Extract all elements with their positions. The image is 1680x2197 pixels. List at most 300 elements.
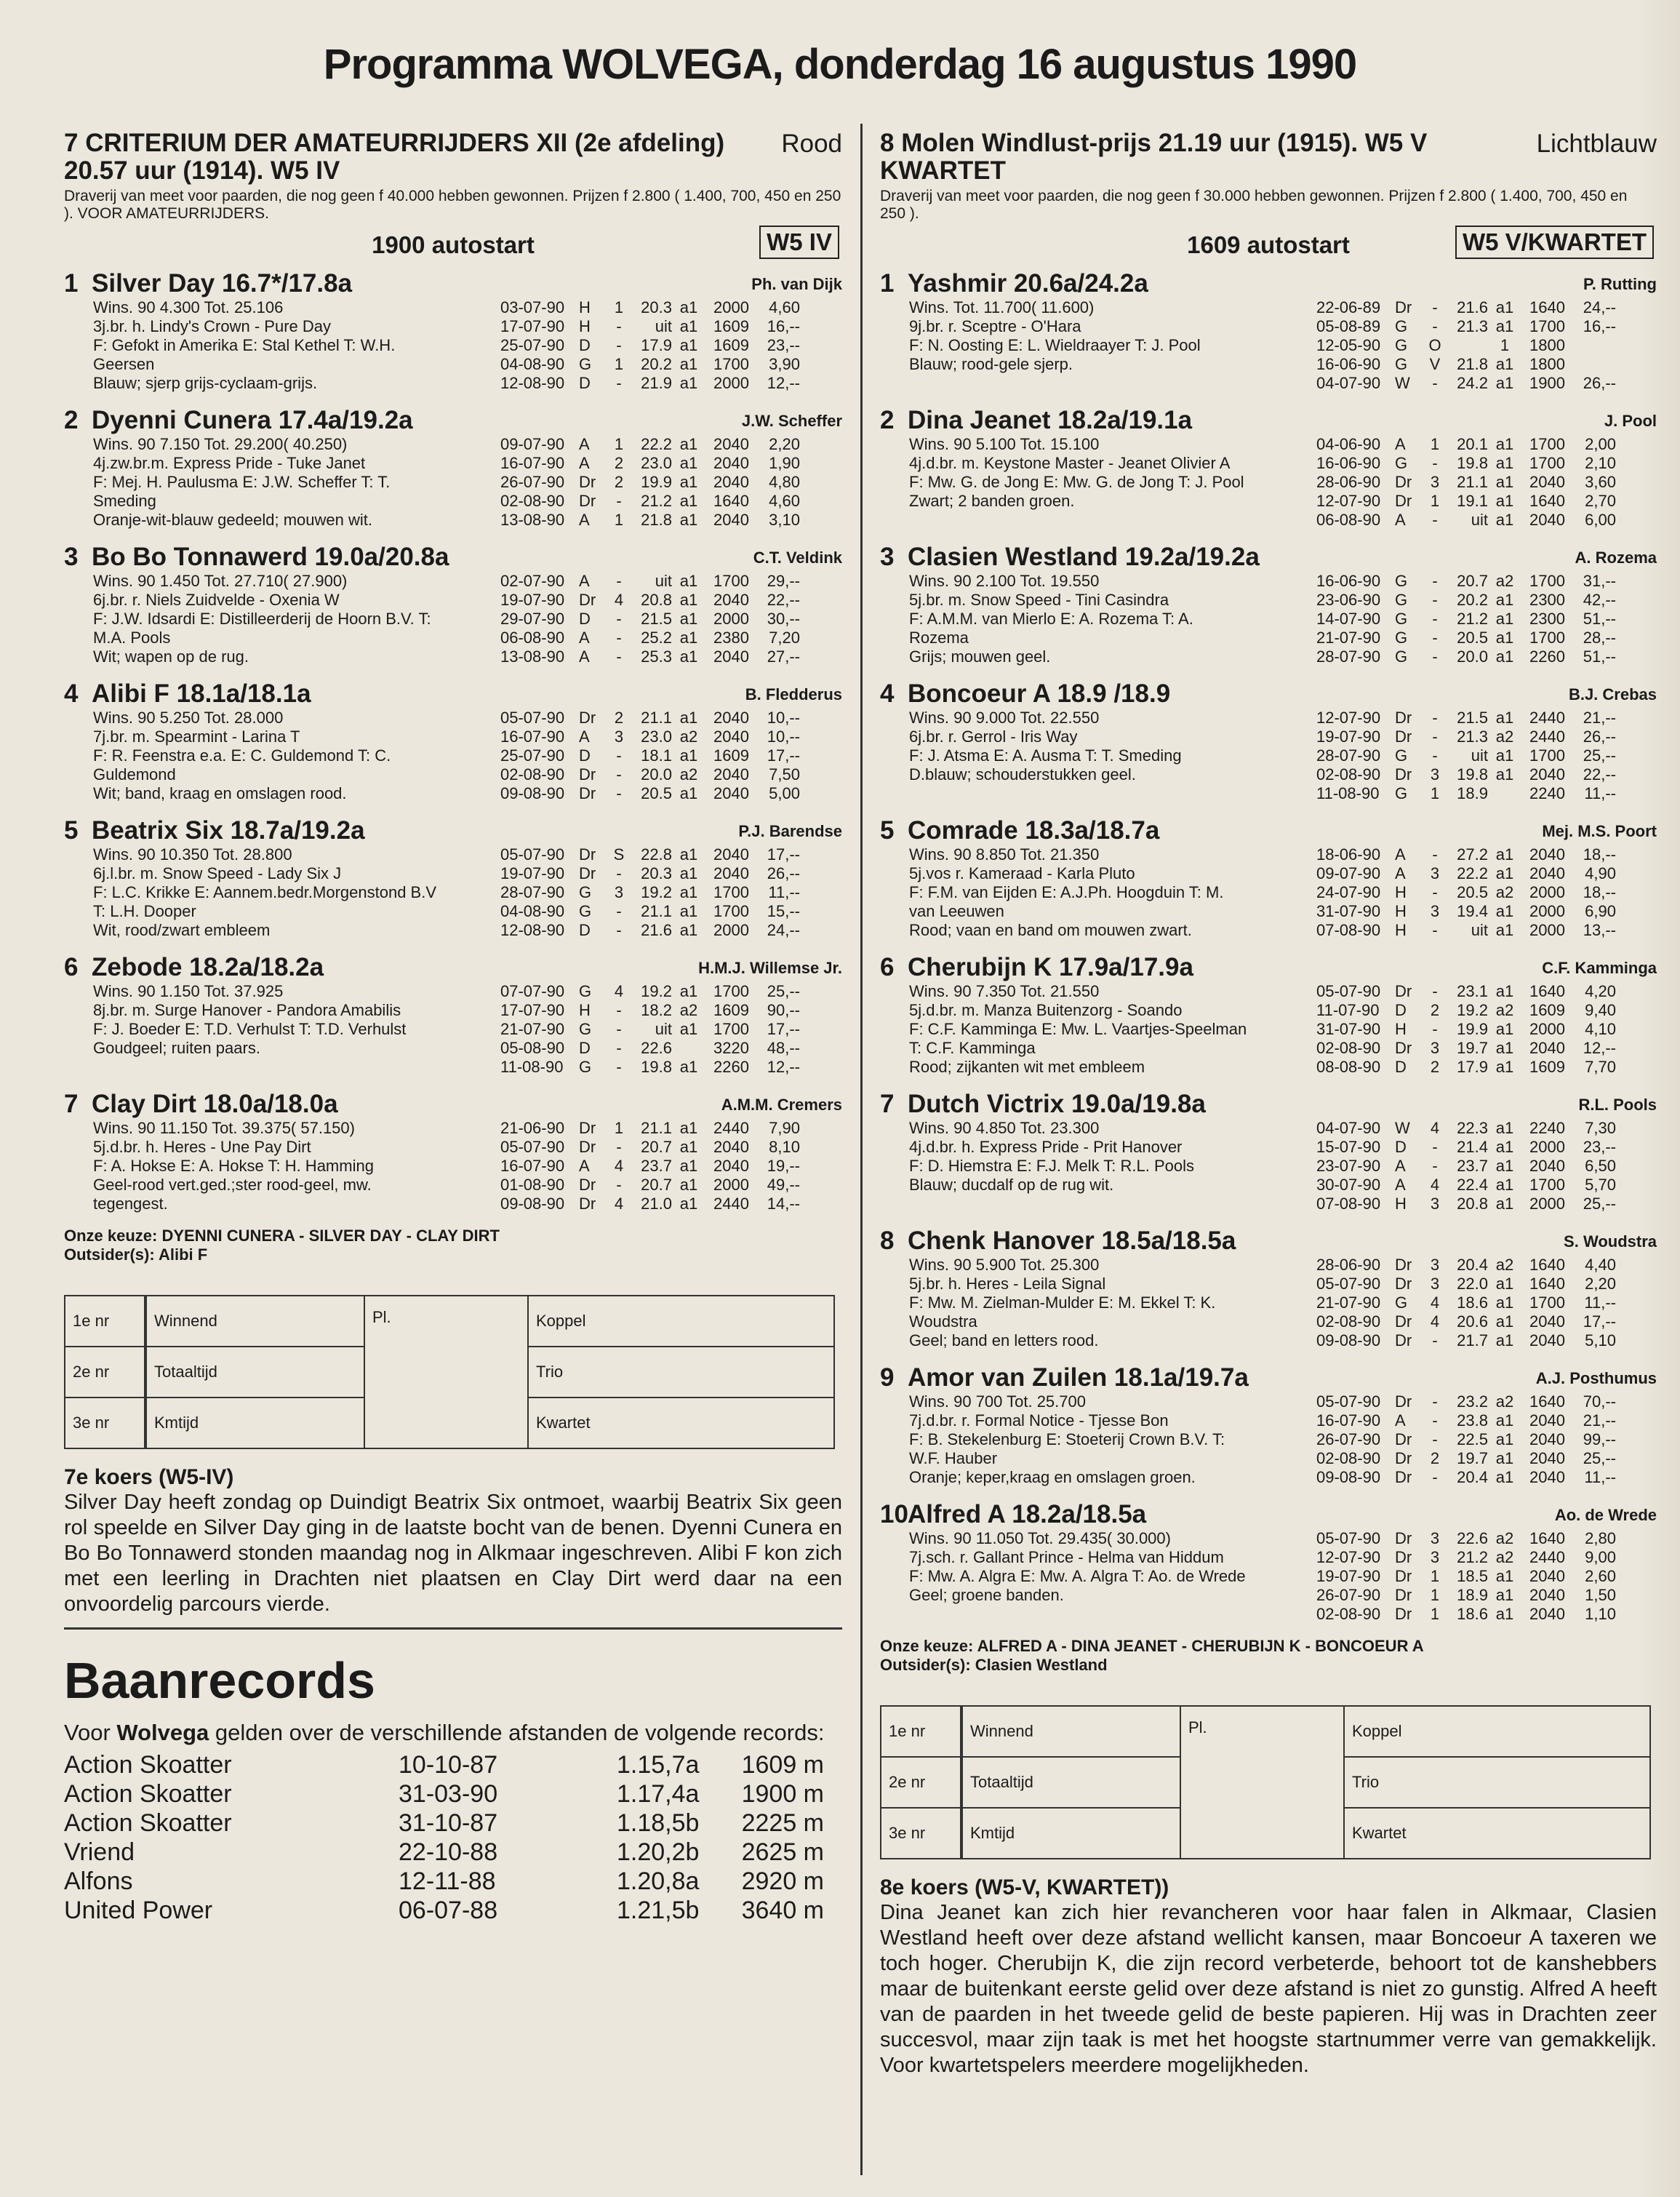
- race7-comment-title: 7e koers (W5-IV): [64, 1465, 234, 1489]
- result-date: 12-05-90: [1316, 336, 1381, 354]
- result-class: a1: [1495, 1312, 1514, 1331]
- record-horse: Alfons: [64, 1867, 133, 1895]
- result-odds: 23,--: [1583, 1138, 1616, 1156]
- result-distance: 2040: [1529, 1411, 1565, 1430]
- result-row: [500, 845, 842, 864]
- result-distance: 2040: [1529, 765, 1565, 783]
- result-distance: 2040: [713, 727, 749, 746]
- result-odds: 12,--: [767, 1058, 800, 1076]
- result-time: 23.0: [641, 727, 672, 746]
- result-row: [1316, 336, 1657, 355]
- result-odds: 13,--: [1583, 921, 1616, 939]
- result-date: 16-07-90: [500, 727, 565, 746]
- result-track: A: [579, 647, 590, 666]
- result-odds: 18,--: [1583, 883, 1616, 901]
- horse-info-line: 9j.br. r. Sceptre - O'Hara: [909, 317, 1081, 335]
- column-divider: [860, 124, 863, 2175]
- horse-title: Beatrix Six 18.7a/19.2a: [92, 816, 365, 845]
- result-date: 31-07-90: [1316, 902, 1381, 920]
- result-distance: 3220: [713, 1039, 749, 1057]
- result-position: 4: [1430, 1312, 1440, 1331]
- race8-start: 1609 autostart: [1187, 231, 1350, 258]
- result-position: -: [1432, 1392, 1438, 1411]
- result-distance: 2040: [1529, 473, 1565, 491]
- horse-info: [909, 435, 1316, 530]
- result-row: [500, 1039, 842, 1058]
- result-position: -: [1432, 629, 1438, 647]
- result-odds: 11,--: [1584, 784, 1616, 802]
- horse-info-line: W.F. Hauber: [909, 1449, 998, 1467]
- result-track: A: [1395, 1176, 1406, 1194]
- record-horse: United Power: [64, 1897, 213, 1924]
- result-distance: 2040: [713, 1157, 749, 1175]
- result-row: [500, 1020, 842, 1039]
- result-distance: 2000: [713, 298, 749, 316]
- result-position: 3: [1430, 1195, 1440, 1213]
- result-time: uit: [1471, 746, 1488, 765]
- result-track: H: [1395, 883, 1407, 901]
- result-row: [1316, 1468, 1657, 1487]
- result-date: 02-08-90: [1316, 765, 1381, 783]
- result-odds: 9,00: [1585, 1548, 1616, 1566]
- result-date: 12-07-90: [1316, 1548, 1381, 1566]
- result-date: 09-08-90: [500, 784, 565, 802]
- horse-title: Clasien Westland 19.2a/19.2a: [908, 543, 1260, 571]
- result-date: 02-07-90: [500, 572, 565, 590]
- horse-number: 1: [880, 269, 895, 298]
- result-row: [1316, 435, 1657, 454]
- result-row: [500, 1001, 842, 1020]
- horse-name: [880, 679, 1657, 709]
- horse-body: [909, 572, 1657, 666]
- result-position: 4: [1430, 1119, 1440, 1137]
- horse-info-line: Wins. 90 5.250 Tot. 28.000: [93, 709, 284, 727]
- result-class: a1: [679, 1176, 698, 1194]
- horse-trainer: P.J. Barendse: [738, 822, 842, 840]
- result-odds: 24,--: [1583, 298, 1616, 316]
- result-position: -: [616, 492, 622, 510]
- result-position: -: [616, 572, 622, 590]
- rb-pl: Pl.: [1180, 1706, 1344, 1859]
- result-odds: 2,00: [1585, 435, 1616, 453]
- result-time: 23.8: [1457, 1411, 1488, 1430]
- result-time: 21.7: [1457, 1331, 1488, 1349]
- horse-info: [909, 982, 1316, 1077]
- result-date: 09-07-90: [1316, 864, 1381, 882]
- result-time: 21.2: [641, 492, 672, 510]
- horse-info-line: F: R. Feenstra e.a. E: C. Guldemond T: C.: [93, 746, 391, 765]
- result-date: 07-08-90: [1316, 1195, 1381, 1213]
- horse-name: [64, 269, 842, 298]
- result-position: -: [1432, 1138, 1438, 1156]
- result-class: a1: [1495, 1586, 1514, 1604]
- horse-name: [880, 1500, 1657, 1529]
- result-position: 3: [1430, 1548, 1440, 1566]
- horse-entry: [880, 1227, 1657, 1350]
- result-odds: 26,--: [767, 864, 800, 882]
- race8-pick-line: Onze keuze: ALFRED A - DINA JEANET - CHERUBIJN K - BONCOEUR A: [880, 1637, 1424, 1655]
- result-distance: 1700: [713, 572, 749, 590]
- result-position: -: [616, 336, 622, 354]
- result-row: [1316, 1392, 1657, 1411]
- horse-info-line: Goudgeel; ruiten paars.: [93, 1039, 260, 1057]
- race7-start: 1900 autostart: [372, 231, 535, 258]
- result-position: -: [616, 1020, 622, 1038]
- horse-entry: [880, 953, 1657, 1077]
- result-track: G: [1395, 336, 1408, 354]
- horse-info-line: Wins. 90 7.150 Tot. 29.200( 40.250): [93, 435, 348, 453]
- result-row: [1316, 883, 1657, 902]
- horse-trainer: Ph. van Dijk: [751, 275, 842, 293]
- result-time: 22.2: [1457, 864, 1488, 882]
- horse-number: 6: [64, 953, 79, 981]
- result-position: 4: [1430, 1293, 1440, 1312]
- horse-info-line: 7j.sch. r. Gallant Prince - Helma van Hiddum: [909, 1548, 1224, 1566]
- result-odds: 99,--: [1583, 1430, 1616, 1448]
- horse-info-line: Blauw; sjerp grijs-cyclaam-grijs.: [93, 374, 318, 392]
- race7-horses: [64, 269, 842, 1213]
- result-track: Dr: [579, 765, 596, 783]
- result-row: [500, 1195, 842, 1213]
- result-row: [1316, 1567, 1657, 1586]
- result-row: [500, 572, 842, 591]
- result-class: a1: [1495, 982, 1514, 1000]
- result-class: a1: [1495, 902, 1514, 920]
- result-odds: 3,90: [769, 355, 800, 373]
- horse-title: Comrade 18.3a/18.7a: [908, 816, 1160, 845]
- result-track: Dr: [579, 1119, 596, 1137]
- result-row: [500, 1058, 842, 1077]
- result-row: [1316, 746, 1657, 765]
- result-class: a1: [1495, 921, 1514, 939]
- record-time: 1.20,2b: [617, 1838, 700, 1866]
- result-odds: 22,--: [1583, 765, 1616, 783]
- horse-results: [500, 1119, 842, 1213]
- result-time: 20.4: [1457, 1256, 1488, 1274]
- horse-info-line: Wins. 90 4.300 Tot. 25.106: [93, 298, 284, 316]
- result-distance: 2040: [713, 591, 749, 609]
- result-position: 2: [614, 709, 624, 727]
- result-time: 21.8: [1457, 355, 1488, 373]
- result-date: 12-07-90: [1316, 492, 1381, 510]
- horse-trainer: J.W. Scheffer: [741, 412, 842, 430]
- result-distance: 2040: [713, 454, 749, 472]
- horse-entry: [64, 406, 842, 530]
- horse-info-line: F: J. Boeder E: T.D. Verhulst T: T.D. Verhulst: [93, 1020, 407, 1038]
- result-odds: 4,60: [769, 298, 800, 316]
- horse-number: 4: [64, 679, 79, 708]
- result-date: 09-08-90: [1316, 1331, 1381, 1349]
- result-row: [500, 454, 842, 473]
- result-distance: 2040: [1529, 1157, 1565, 1175]
- horse-name: [64, 816, 842, 845]
- result-distance: 1700: [1529, 1293, 1565, 1312]
- horse-info-line: Oranje; keper,kraag en omslagen groen.: [909, 1468, 1196, 1486]
- result-class: a1: [1495, 1430, 1514, 1448]
- race8-color: Lichtblauw: [1536, 129, 1657, 158]
- result-date: 19-07-90: [1316, 727, 1381, 746]
- result-position: 1: [1430, 492, 1440, 510]
- horse-trainer: P. Rutting: [1583, 275, 1657, 293]
- result-row: [500, 647, 842, 666]
- result-distance: 1700: [1529, 1176, 1565, 1194]
- horse-entry: [880, 543, 1657, 666]
- horse-info-line: Rood; vaan en band om mouwen zwart.: [909, 921, 1192, 939]
- result-date: 02-08-90: [1316, 1605, 1381, 1623]
- record-horse: Action Skoatter: [64, 1780, 232, 1808]
- result-position: -: [1432, 647, 1438, 666]
- result-date: 17-07-90: [500, 317, 565, 335]
- result-position: 3: [1430, 1039, 1440, 1057]
- result-date: 25-07-90: [500, 746, 565, 765]
- result-class: a2: [1495, 1392, 1514, 1411]
- horse-info-line: T: L.H. Dooper: [93, 902, 196, 920]
- rb-winnend: Winnend: [146, 1296, 364, 1347]
- horse-info: [93, 435, 500, 530]
- horse-info-line: Wins. 90 5.900 Tot. 25.300: [909, 1256, 1100, 1274]
- horse-number: 3: [64, 543, 79, 571]
- result-row: [1316, 1039, 1657, 1058]
- result-row: [1316, 1275, 1657, 1293]
- result-odds: 24,--: [767, 921, 800, 939]
- result-time: 23.1: [1457, 982, 1488, 1000]
- result-position: 3: [1430, 902, 1440, 920]
- record-horse: Action Skoatter: [64, 1809, 232, 1837]
- horse-title: Yashmir 20.6a/24.2a: [908, 269, 1148, 298]
- horse-body: [909, 982, 1657, 1077]
- result-class: a1: [1495, 746, 1514, 765]
- horse-info-line: Geel; groene banden.: [909, 1586, 1064, 1604]
- result-track: Dr: [1395, 1468, 1412, 1486]
- result-odds: 28,--: [1583, 629, 1616, 647]
- horse-body: [909, 709, 1657, 803]
- result-date: 14-07-90: [1316, 610, 1381, 628]
- result-time: 20.6: [1457, 1312, 1488, 1331]
- horse-info-line: T: C.F. Kamminga: [909, 1039, 1036, 1057]
- result-distance: 2040: [1529, 845, 1565, 864]
- result-distance: 2000: [713, 374, 749, 392]
- result-track: D: [579, 921, 591, 939]
- result-row: [500, 610, 842, 629]
- record-date: 10-10-87: [399, 1751, 498, 1779]
- result-distance: 2440: [1529, 709, 1565, 727]
- result-time: 20.3: [641, 864, 672, 882]
- result-time: 18.6: [1457, 1605, 1488, 1623]
- rb-kwartet: Kwartet: [1344, 1808, 1650, 1859]
- result-odds: 2,70: [1585, 492, 1616, 510]
- result-position: 2: [1430, 1449, 1440, 1467]
- horse-body: [909, 298, 1657, 393]
- result-distance: 2440: [1529, 1548, 1565, 1566]
- horse-info: [909, 572, 1316, 666]
- result-track: G: [579, 902, 592, 920]
- horse-title: Alibi F 18.1a/18.1a: [92, 679, 311, 708]
- horse-info-line: 5j.br. h. Heres - Leila Signal: [909, 1275, 1106, 1293]
- result-position: 1: [614, 435, 624, 453]
- rb-label: 2e nr: [65, 1347, 145, 1397]
- result-track: A: [1395, 1411, 1406, 1430]
- result-row: [1316, 1001, 1657, 1020]
- result-odds: 27,--: [767, 647, 800, 666]
- result-distance: 2040: [1529, 1331, 1565, 1349]
- result-position: 1: [1430, 1567, 1440, 1585]
- result-date: 28-07-90: [1316, 746, 1381, 765]
- result-date: 05-07-90: [500, 709, 565, 727]
- result-class: a1: [679, 1157, 698, 1175]
- result-time: 19.8: [1457, 765, 1488, 783]
- records-divider: [64, 1627, 842, 1630]
- result-date: 16-07-90: [1316, 1411, 1381, 1430]
- horse-name: [880, 1090, 1657, 1119]
- rb-totaaltijd: Totaaltijd: [146, 1347, 364, 1397]
- result-distance: 2040: [1529, 1605, 1565, 1623]
- result-track: G: [579, 1020, 592, 1038]
- result-distance: 1609: [713, 336, 749, 354]
- result-time: 21.0: [641, 1195, 672, 1213]
- horse-number: 2: [64, 406, 79, 434]
- result-class: a1: [1495, 473, 1514, 491]
- result-track: Dr: [579, 1138, 596, 1156]
- horse-trainer: S. Woudstra: [1564, 1232, 1657, 1251]
- horse-number: 7: [880, 1090, 895, 1118]
- result-distance: 1700: [1529, 435, 1565, 453]
- result-odds: 4,80: [769, 473, 800, 491]
- page-title: Programma WOLVEGA, donderdag 16 augustus 1990: [323, 41, 1357, 88]
- result-odds: 16,--: [767, 317, 800, 335]
- horse-info-line: Geel; band en letters rood.: [909, 1331, 1099, 1349]
- result-distance: 2040: [1529, 1468, 1565, 1486]
- horse-results: [1316, 845, 1657, 940]
- result-odds: 42,--: [1583, 591, 1616, 609]
- horse-info-line: F: J.W. Idsardi E: Distilleerderij de Hoorn B.V. T:: [93, 610, 431, 628]
- horse-info-line: 7j.d.br. r. Formal Notice - Tjesse Bon: [909, 1411, 1169, 1430]
- horse-info-line: Guldemond: [93, 765, 176, 783]
- horse-info: [909, 1119, 1316, 1213]
- result-odds: 25,--: [1583, 746, 1616, 765]
- result-position: S: [613, 845, 625, 864]
- horse-body: [909, 1256, 1657, 1350]
- record-date: 31-03-90: [399, 1780, 498, 1808]
- result-track: G: [1395, 647, 1408, 666]
- result-class: 1: [1500, 336, 1510, 354]
- result-class: a1: [679, 647, 698, 666]
- horse-number: 2: [880, 406, 895, 434]
- race8-comment: Dina Jeanet kan zich hier revancheren voor haar falen in Alkmaar, Clasien Westland heeft over deze afstand wellicht kansen, maar Boncoeur A taxeren we toch hoger. Cherubijn K, die zijn record verbeterde, behoort tot de kanshebbers maar de buitenkant eerste gelid over deze afstand is niet zo gunstig. Alfred A heeft van de paarden in het tweede gelid de beste papieren. Hij was in Drachten zeer succesvol, maar zijn taak is met het hoogste startnummer verre van gemakkelijk. Voor kwartetspelers meerdere mogelijkheden.: [880, 1901, 1657, 2077]
- result-track: Dr: [1395, 1449, 1412, 1467]
- horse-info-line: Grijs; mouwen geel.: [909, 647, 1051, 666]
- result-time: 23.0: [641, 454, 672, 472]
- result-track: Dr: [579, 1195, 596, 1213]
- race7-comment: Silver Day heeft zondag op Duindigt Beatrix Six ontmoet, waarbij Beatrix Six geen rol speelde en Silver Day ging in de laatste bocht van de benen. Dyenni Cunera en Bo Bo Tonnawerd stonden maandag nog in Alkmaar ingeschreven. Alibi F kon zich met een leerling in Drachten niet plaatsen en Clay Dirt werd daar na een onvoordelig parcours vierde.: [64, 1491, 842, 1616]
- result-row: [1316, 1020, 1657, 1039]
- result-odds: 7,20: [769, 629, 800, 647]
- result-track: G: [1395, 454, 1408, 472]
- result-date: 24-07-90: [1316, 883, 1381, 901]
- result-track: Dr: [1395, 1529, 1412, 1547]
- result-odds: 4,10: [1585, 1020, 1616, 1038]
- result-date: 02-08-90: [1316, 1449, 1381, 1467]
- result-row: [1316, 1119, 1657, 1138]
- result-track: Dr: [1395, 727, 1412, 746]
- horse-title: Amor van Zuilen 18.1a/19.7a: [908, 1363, 1249, 1392]
- record-distance: 1609 m: [741, 1751, 824, 1779]
- result-odds: 4,90: [1585, 864, 1616, 882]
- horse-trainer: H.M.J. Willemse Jr.: [698, 959, 842, 977]
- result-track: Dr: [1395, 1039, 1412, 1057]
- result-row: [500, 982, 842, 1001]
- race7-header: [64, 129, 842, 262]
- result-distance: 2000: [1529, 921, 1565, 939]
- result-date: 31-07-90: [1316, 1020, 1381, 1038]
- result-track: Dr: [1395, 1430, 1412, 1448]
- result-date: 23-07-90: [1316, 1157, 1381, 1175]
- result-distance: 2440: [713, 1195, 749, 1213]
- result-distance: 2040: [713, 765, 749, 783]
- race7-class-box: W5 IV: [759, 226, 839, 259]
- result-date: 05-07-90: [500, 845, 565, 864]
- horse-title: Bo Bo Tonnawerd 19.0a/20.8a: [92, 543, 449, 571]
- result-row: [1316, 629, 1657, 647]
- result-time: 22.2: [641, 435, 672, 453]
- result-position: -: [1432, 709, 1438, 727]
- result-position: 1: [1430, 1586, 1440, 1604]
- result-distance: 1609: [713, 317, 749, 335]
- result-track: Dr: [1395, 1567, 1412, 1585]
- result-date: 21-07-90: [500, 1020, 565, 1038]
- result-class: a1: [1495, 1331, 1514, 1349]
- result-class: a1: [679, 374, 698, 392]
- result-row: [500, 336, 842, 355]
- horse-number: 10: [880, 1500, 908, 1528]
- result-track: G: [1395, 784, 1408, 802]
- horse-trainer: Mej. M.S. Poort: [1542, 822, 1657, 840]
- horse-info-line: F: A. Hokse E: A. Hokse T: H. Hamming: [93, 1157, 374, 1175]
- result-position: -: [1432, 1157, 1438, 1175]
- result-date: 05-08-89: [1316, 317, 1381, 335]
- record-row: [64, 1896, 842, 1925]
- record-row: [64, 1750, 842, 1779]
- result-date: 04-06-90: [1316, 435, 1381, 453]
- result-position: 4: [614, 1195, 624, 1213]
- result-time: 20.4: [1457, 1468, 1488, 1486]
- result-row: [500, 1157, 842, 1176]
- result-time: 22.4: [1457, 1176, 1488, 1194]
- result-odds: 2,20: [769, 435, 800, 453]
- result-row: [1316, 864, 1657, 883]
- result-odds: 7,50: [769, 765, 800, 783]
- horse-title: Dyenni Cunera 17.4a/19.2a: [92, 406, 413, 434]
- horse-info-line: Wins. 90 11.050 Tot. 29.435( 30.000): [909, 1529, 1171, 1547]
- result-class: a1: [679, 746, 698, 765]
- horse-body: [909, 1529, 1657, 1624]
- race7-conditions: Draverij van meet voor paarden, die nog geen f 40.000 hebben gewonnen. Prijzen f 2.800 ( 1.400, 700, 450 en 250 ). VOOR AMATEURRIJDERS.: [64, 188, 841, 222]
- rb-kmtijd: Kmtijd: [962, 1808, 1180, 1859]
- result-odds: 14,--: [767, 1195, 800, 1213]
- result-position: 3: [1430, 864, 1440, 882]
- result-track: H: [579, 317, 591, 335]
- result-class: a1: [1495, 492, 1514, 510]
- result-row: [1316, 591, 1657, 610]
- result-row: [1316, 845, 1657, 864]
- result-distance: 1900: [1529, 374, 1565, 392]
- result-odds: 21,--: [1583, 709, 1616, 727]
- horse-results: [500, 845, 842, 940]
- result-track: A: [1395, 511, 1406, 529]
- result-distance: 1800: [1529, 355, 1565, 373]
- result-time: 21.6: [641, 921, 672, 939]
- result-date: 11-08-90: [1316, 784, 1380, 802]
- horse-results: [1316, 298, 1657, 393]
